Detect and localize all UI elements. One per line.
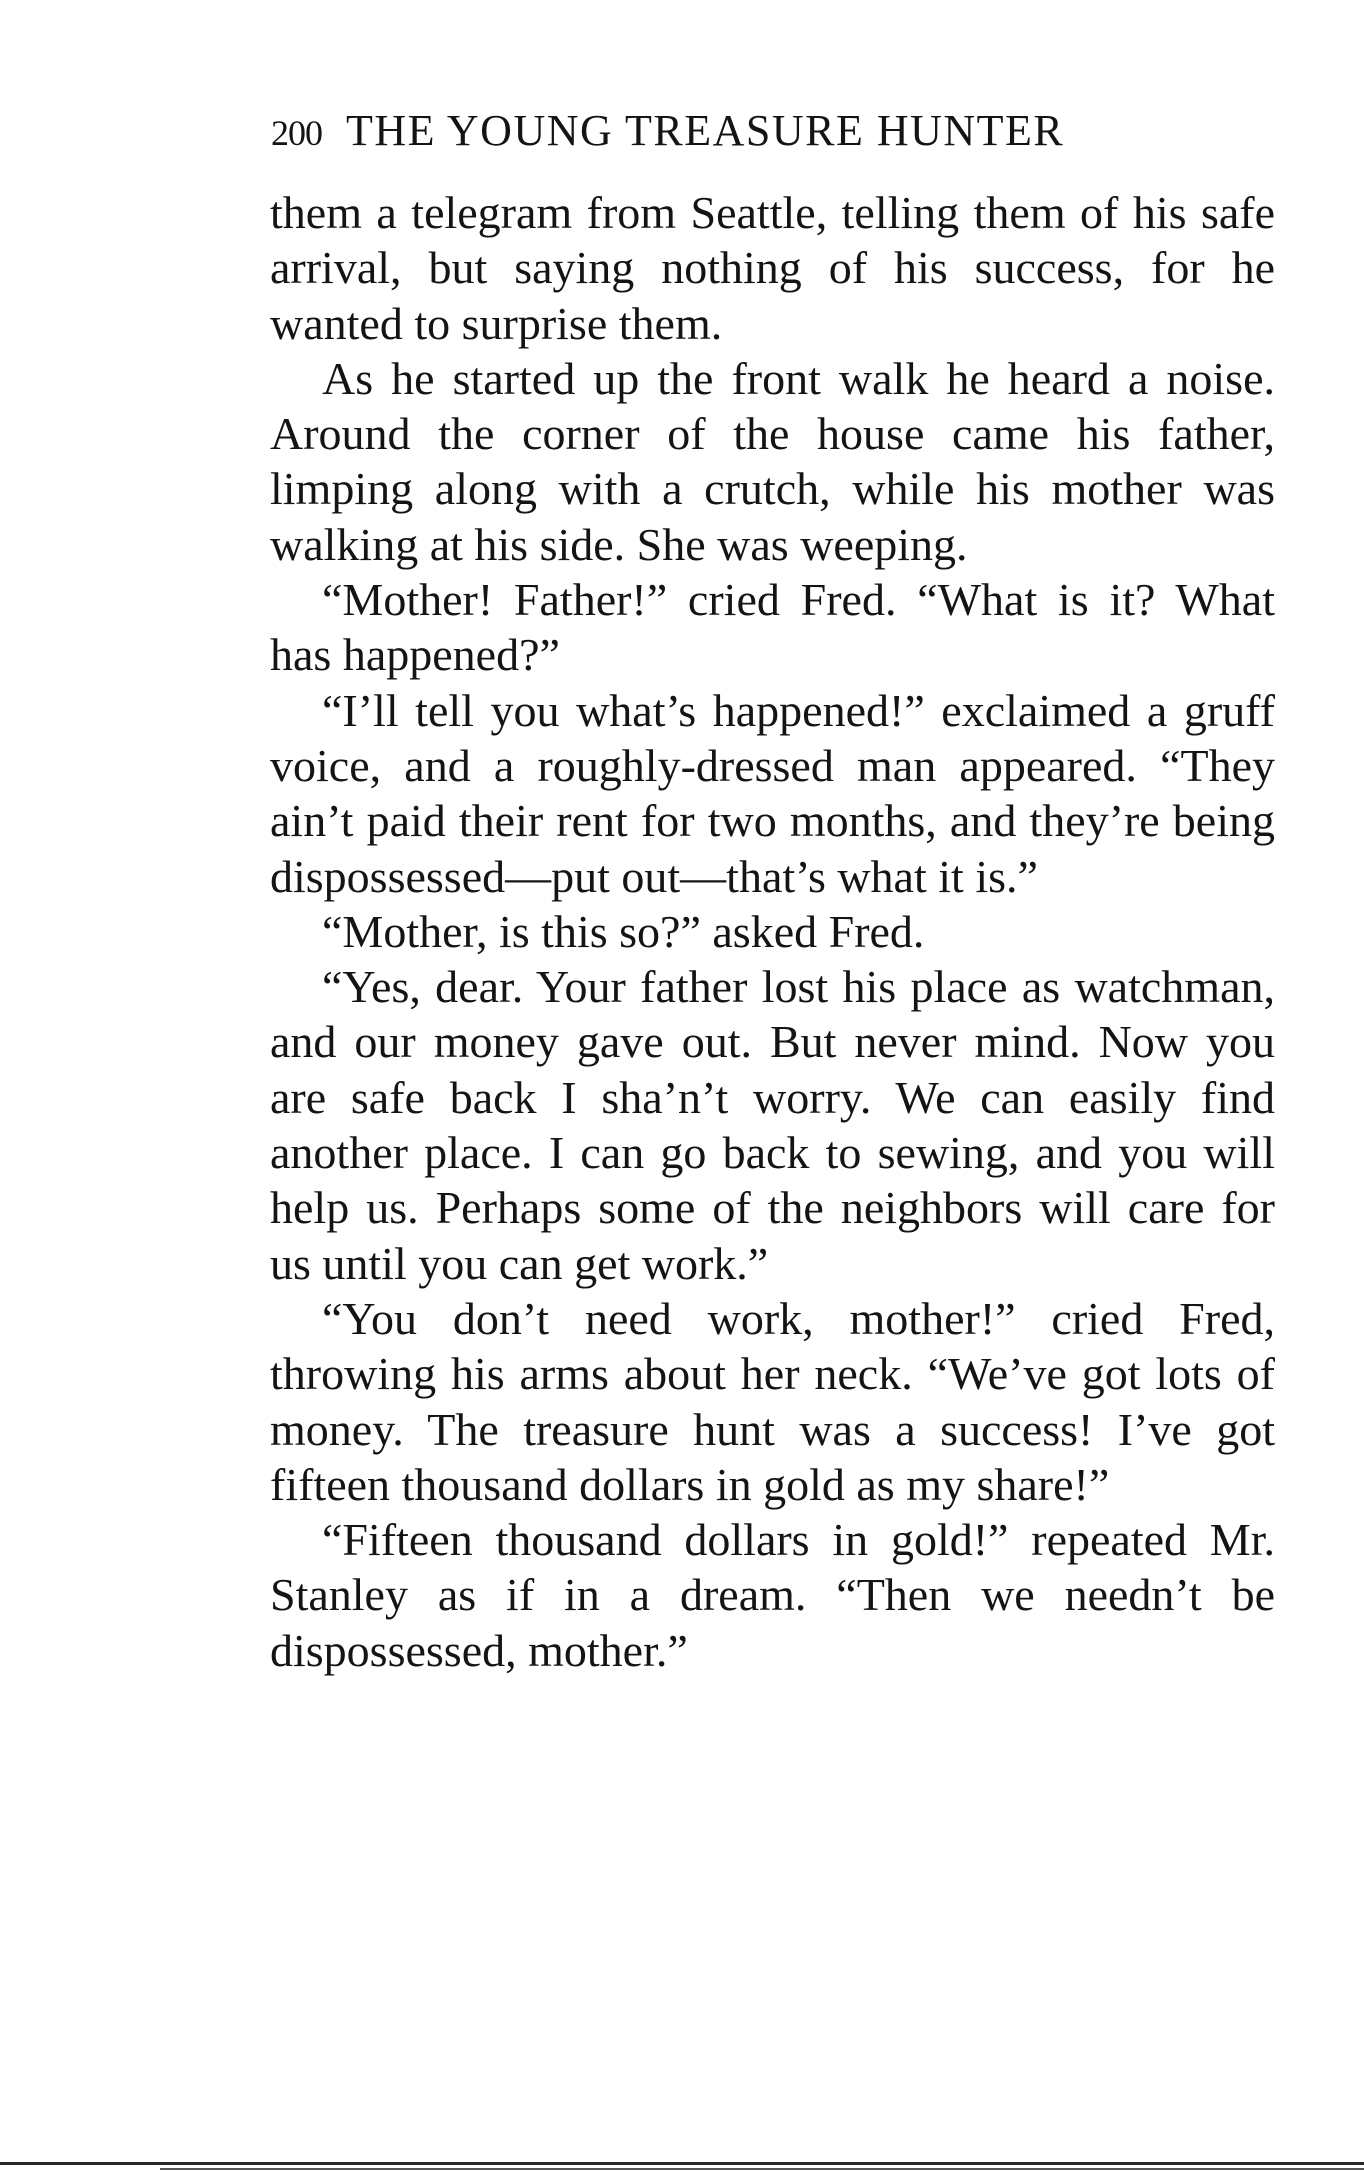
body-text — [270, 185, 1275, 1678]
paragraph: “Yes, dear. Your father lost his place as watchman, and our money gave out. But never mind. Now you are safe back I sha’n’t worry. We can easily find another place. I can go back to sewing, and you will help us. Perhaps some of the neighbors will care for us until you can get work.” — [270, 961, 1275, 1289]
paragraph: “I’ll tell you what’s happened!” exclaimed a gruff voice, and a roughly-dressed man appeared. “They ain’t paid their rent for two months, and they’re being dispossessed—put out—that’s what it is.” — [270, 684, 1275, 902]
paragraph-continuation: them a telegram from Seattle, telling them of his safe arrival, but saying nothing of his success, for he wanted to surprise them. — [270, 187, 1275, 349]
paragraph: As he started up the front walk he heard a noise. Around the corner of the house came his father, limping along with a crutch, while his mother was walking at his side. She was weeping. — [270, 352, 1275, 570]
page-number: 200 — [271, 113, 322, 153]
paragraph: “Mother! Father!” cried Fred. “What is it? What has happened?” — [270, 574, 1275, 681]
scan-edge-line — [160, 2168, 1364, 2170]
running-title: THE YOUNG TREASURE HUNTER — [346, 106, 1065, 155]
paragraph: “You don’t need work, mother!” cried Fred, throwing his arms about her neck. “We’ve got lots of money. The treasure hunt was a success! I’ve got fifteen thousand dollars in gold as my share!” — [270, 1292, 1275, 1510]
running-header — [271, 105, 1281, 156]
scan-edge-line — [0, 2162, 1364, 2165]
paragraph: “Mother, is this so?” asked Fred. — [322, 905, 925, 957]
paragraph: “Fifteen thousand dollars in gold!” repeated Mr. Stanley as if in a dream. “Then we needn’t be dispossessed, mother.” — [270, 1514, 1275, 1676]
